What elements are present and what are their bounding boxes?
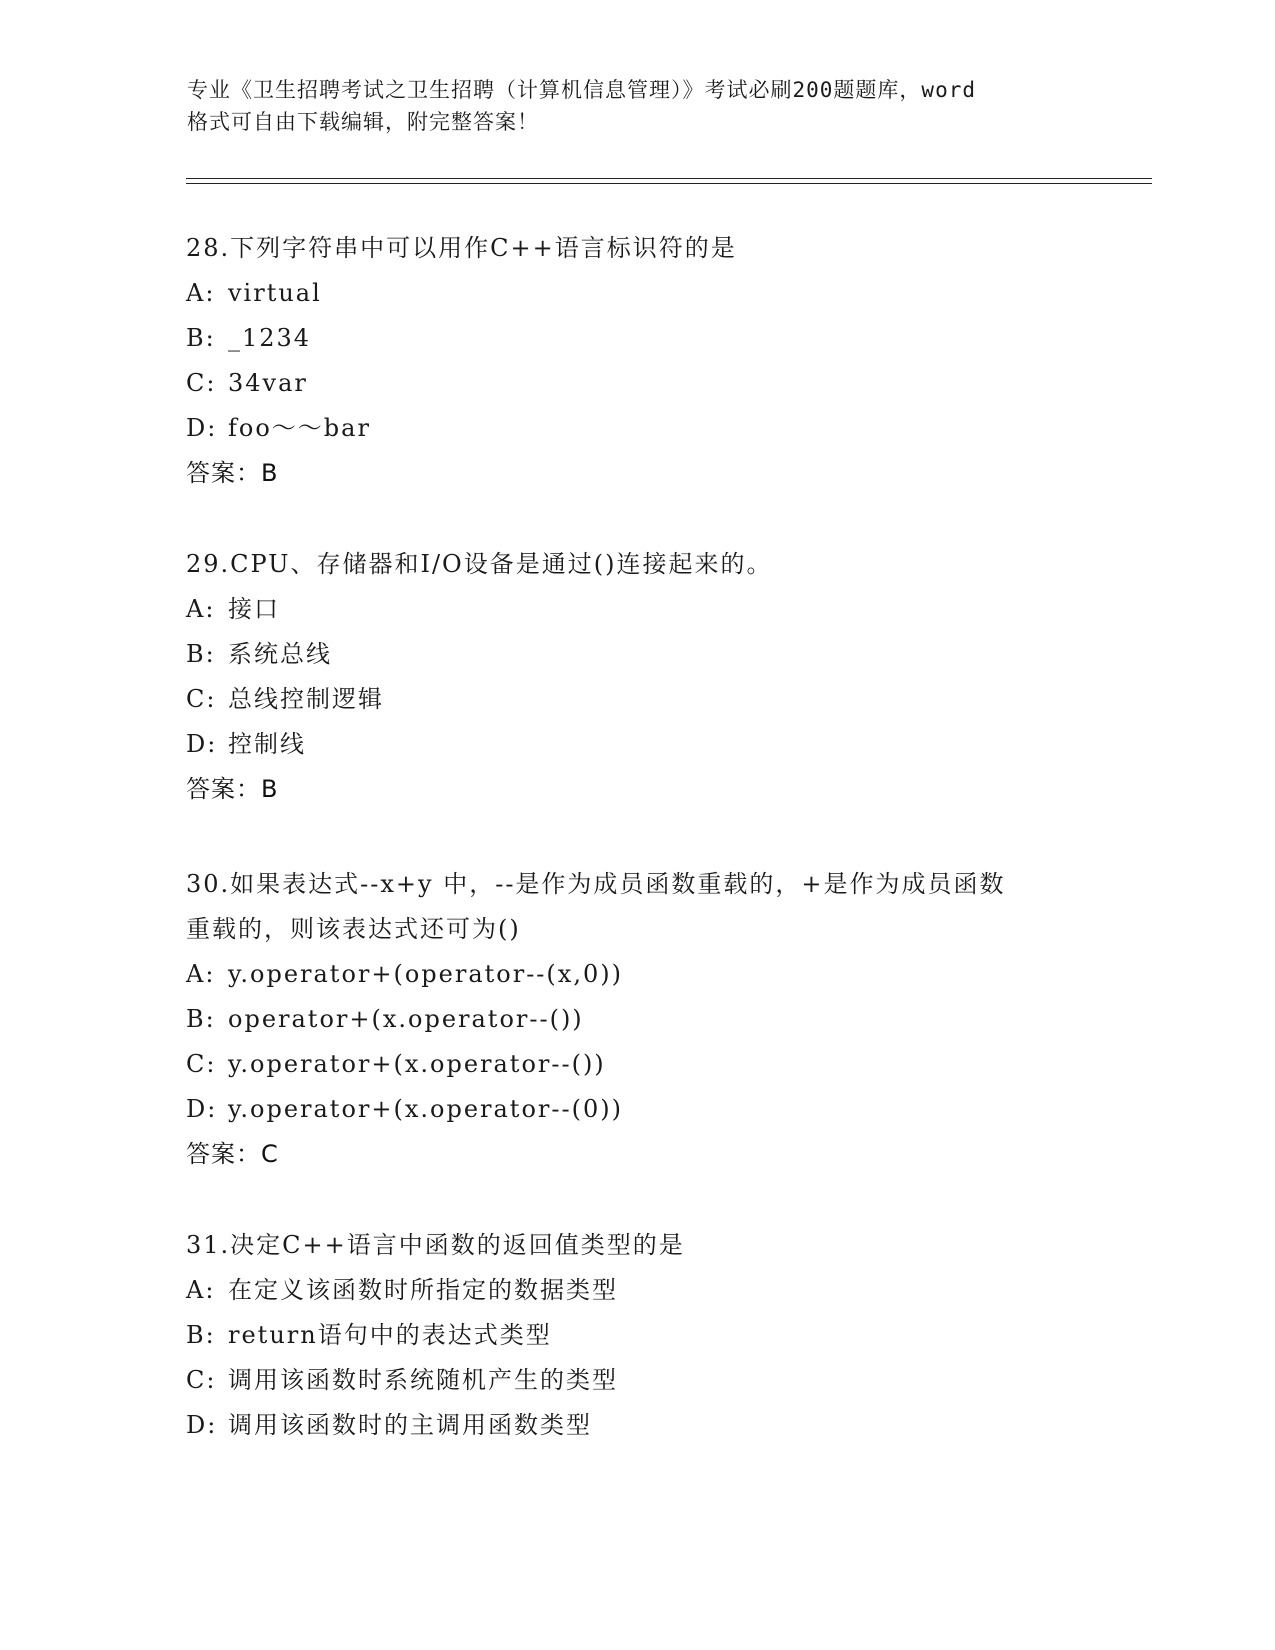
- option-label: A:: [186, 1276, 216, 1304]
- option-label: A:: [186, 595, 216, 623]
- option-text: y.operator+(x.operator--(0)): [228, 1095, 623, 1123]
- question-30: [186, 862, 1086, 1177]
- option-b: [186, 316, 1086, 361]
- option-text: operator+(x.operator--()): [228, 1005, 584, 1033]
- header-line-2: 格式可自由下载编辑，附完整答案！: [187, 110, 539, 134]
- option-text: y.operator+(x.operator--()): [228, 1050, 606, 1078]
- option-label: D:: [186, 730, 218, 758]
- option-label: C:: [186, 369, 217, 397]
- option-c: [186, 677, 1086, 722]
- option-label: A:: [186, 960, 216, 988]
- option-c: [186, 1042, 1086, 1087]
- option-text: 在定义该函数时所指定的数据类型: [228, 1276, 618, 1304]
- question-stem: 31.决定C++语言中函数的返回值类型的是: [186, 1231, 685, 1259]
- option-label: C:: [186, 1050, 217, 1078]
- option-label: D:: [186, 414, 218, 442]
- header-line-1: 专业《卫生招聘考试之卫生招聘（计算机信息管理）》考试必刷200题题库，word: [187, 78, 976, 102]
- option-d: [186, 1403, 1086, 1448]
- option-text: 控制线: [228, 730, 306, 758]
- header-divider-top: [186, 178, 1152, 179]
- option-text: y.operator+(operator--(x,0)): [228, 960, 623, 988]
- question-stem: 29.CPU、存储器和I/O设备是通过()连接起来的。: [186, 550, 773, 578]
- option-text: virtual: [228, 279, 322, 307]
- option-c: [186, 361, 1086, 406]
- answer: 答案：B: [186, 775, 279, 803]
- question-28: [186, 226, 1086, 496]
- option-label: B:: [186, 1005, 216, 1033]
- option-text: 总线控制逻辑: [228, 685, 384, 713]
- option-text: 34var: [228, 369, 308, 397]
- question-stem-line-2: 重载的，则该表达式还可为(): [186, 915, 521, 943]
- question-29: [186, 542, 1086, 812]
- option-text: _1234: [228, 324, 312, 352]
- option-label: D:: [186, 1095, 218, 1123]
- option-d: [186, 1087, 1086, 1132]
- option-label: C:: [186, 1366, 217, 1394]
- option-a: [186, 587, 1086, 632]
- header-divider-bottom: [186, 183, 1152, 184]
- option-label: D:: [186, 1411, 218, 1439]
- option-label: B:: [186, 324, 216, 352]
- option-d: [186, 722, 1086, 767]
- option-label: B:: [186, 640, 216, 668]
- option-text: 调用该函数时系统随机产生的类型: [228, 1366, 618, 1394]
- option-text: 接口: [228, 595, 280, 623]
- option-a: [186, 271, 1086, 316]
- option-text: return语句中的表达式类型: [228, 1321, 552, 1349]
- option-label: B:: [186, 1321, 216, 1349]
- answer: 答案：B: [186, 459, 279, 487]
- option-label: A:: [186, 279, 216, 307]
- option-b: [186, 1313, 1086, 1358]
- option-b: [186, 632, 1086, 677]
- option-a: [186, 1268, 1086, 1313]
- option-c: [186, 1358, 1086, 1403]
- question-31: [186, 1223, 1086, 1448]
- option-label: C:: [186, 685, 217, 713]
- option-b: [186, 997, 1086, 1042]
- question-stem: 28.下列字符串中可以用作C++语言标识符的是: [186, 234, 737, 262]
- question-stem-line-1: 30.如果表达式--x+y 中，--是作为成员函数重载的，+是作为成员函数: [186, 870, 1006, 898]
- option-a: [186, 952, 1086, 997]
- answer: 答案：C: [186, 1140, 279, 1168]
- option-d: [186, 406, 1086, 451]
- option-text: 系统总线: [228, 640, 332, 668]
- document-header: [187, 74, 1087, 138]
- option-text: 调用该函数时的主调用函数类型: [228, 1411, 592, 1439]
- option-text: foo～～bar: [228, 414, 371, 442]
